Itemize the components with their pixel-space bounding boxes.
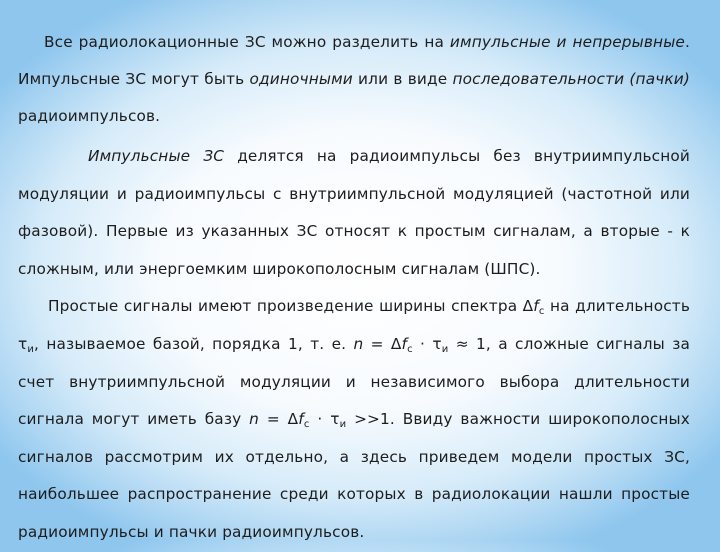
subscript-i: и bbox=[441, 343, 449, 355]
subscript-i: и bbox=[339, 419, 347, 431]
italic-term-sequence: последовательности (пачки) bbox=[452, 70, 691, 88]
italic-term-pulsed-continuous: импульсные и непрерывные bbox=[449, 33, 685, 51]
formula-f: f bbox=[533, 297, 539, 316]
italic-term-single: одиночными bbox=[249, 70, 353, 88]
subscript-c: c bbox=[538, 306, 545, 318]
text-run: >>1. Ввиду важности широкополосных сигналов рассмотрим их отдельно, а здесь приведем модели простых ЗС, наибольшее распространение среди которых в радиолокации нашли простые радиоимпульсы и пачки радиоимпульсов. bbox=[18, 410, 690, 541]
text-run: = Δ bbox=[363, 334, 402, 353]
italic-term-pulsed-signals: Импульсные ЗС bbox=[88, 147, 225, 165]
text-run: = Δ bbox=[259, 410, 299, 429]
formula-f: f bbox=[401, 334, 408, 353]
text-run: · τ bbox=[412, 334, 442, 353]
subscript-c: c bbox=[407, 343, 413, 355]
paragraph-signal-types bbox=[18, 24, 690, 135]
formula-n: n bbox=[353, 334, 364, 353]
text-run: . Импульсные ЗС могут быть bbox=[18, 33, 691, 88]
formula-f: f bbox=[298, 410, 304, 429]
slide-body bbox=[18, 24, 690, 552]
text-run: делятся на радиоимпульсы без внутриимпульсной модуляции и радиоимпульсы с внутриимпульсной модуляцией (частотной или фазовой). Первые из указанных ЗС относят к простым сигналам, а вторые - к сложным, или энергоемким широкополосным сигналам (ШПС). bbox=[18, 147, 690, 278]
text-run: на длительность τ bbox=[18, 297, 691, 353]
text-run: радиоимпульсов. bbox=[18, 107, 161, 125]
subscript-c: c bbox=[303, 419, 310, 431]
text-run: · τ bbox=[309, 410, 340, 429]
paragraph-signal-base bbox=[18, 288, 690, 551]
paragraph-pulse-modulation bbox=[18, 138, 690, 288]
text-run: Простые сигналы имеют произведение ширины спектра Δ bbox=[48, 297, 534, 316]
text-run: ≈ 1, а сложные сигналы за счет внутриимпульсной модуляции и независимого выбора длительности сигнала могут иметь базу bbox=[18, 334, 690, 429]
subscript-i: и bbox=[27, 343, 35, 355]
text-run: , называемое базой, порядка 1, т. е. bbox=[34, 334, 354, 353]
text-run: или в виде bbox=[352, 70, 453, 88]
text-run: Все радиолокационные ЗС можно разделить на bbox=[44, 33, 450, 51]
formula-n: n bbox=[249, 410, 260, 429]
